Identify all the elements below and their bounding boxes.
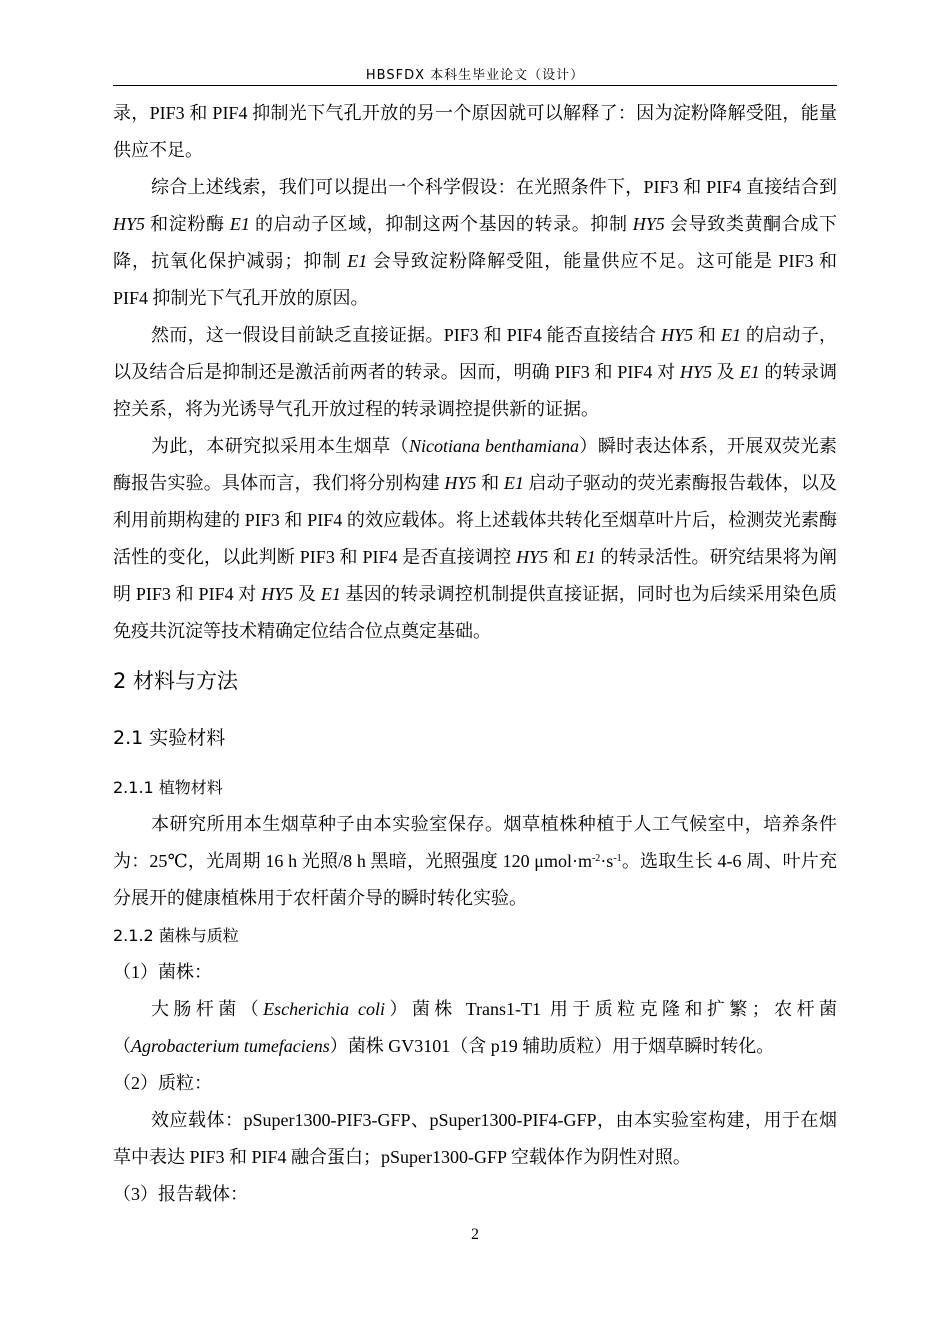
text-run: 。选取生长 4-6 周、叶片充分展开的健康植株用于农杆菌介导的瞬时转化实验。 (113, 851, 837, 908)
text-run: ）菌株 Trans1-T1 用于质粒克隆和扩繁；农杆菌（ (113, 999, 837, 1056)
text-run: ）瞬时表达体系，开展双荧光素酶报告实验。具体而言，我们将分别构建 (113, 436, 838, 493)
subsection-heading: 2.1 实验材料 (113, 727, 226, 749)
text-run: 及 (712, 362, 740, 382)
text-run: ·s (600, 851, 614, 871)
italic-term: HY5 (632, 214, 665, 234)
section-heading: 2 材料与方法 (113, 669, 239, 693)
text-run: ）菌株 GV3101（含 p19 辅助质粒）用于烟草瞬时转化。 (329, 1036, 775, 1056)
italic-term: HY5 (261, 584, 294, 604)
italic-term: HY5 (444, 473, 477, 493)
text-run: 和 (476, 473, 504, 493)
paragraph (113, 317, 837, 428)
paragraph (113, 806, 837, 917)
paragraph (113, 428, 837, 650)
text-run: 和淀粉酶 (145, 214, 230, 234)
list-label (113, 954, 837, 991)
text-run: 启动子驱动的荧光素酶报告载体，以及利用前期构建的 PIF3 和 PIF4 的效应载体。将上述载体共转化至烟草叶片后，检测荧光素酶活性的变化，以此判断 PIF3 和 PIF4 是否直接调控 (113, 473, 838, 567)
text-run: 效应载体：pSuper1300-PIF3-GFP、pSuper1300-PIF4-GFP，由本实验室构建，用于在烟草中表达 PIF3 和 PIF4 融合蛋白；pSuper1300-GFP 空载体作为阴性对照。 (113, 1110, 837, 1167)
italic-term: Agrobacterium tumefaciens (131, 1036, 330, 1056)
italic-term: E1 (575, 547, 596, 567)
italic-term: E1 (721, 325, 742, 345)
list-label (113, 1176, 837, 1213)
italic-term: HY5 (680, 362, 713, 382)
italic-term: E1 (229, 214, 250, 234)
header-rule (113, 85, 837, 86)
running-header: HBSFDX 本科生毕业论文（设计） (365, 68, 585, 83)
superscript: -1 (613, 853, 622, 864)
text-run: 的转录活性。研究结果将为阐明 PIF3 和 PIF4 对 (113, 547, 838, 604)
text-run: 大肠杆菌（ (151, 999, 264, 1019)
text-run: 的启动子区域，抑制这两个基因的转录。抑制 (249, 214, 633, 234)
paragraph (113, 169, 837, 317)
subsubsection-heading: 2.1.2 菌株与质粒 (113, 926, 239, 945)
text-run: 为此，本研究拟采用本生烟草（ (151, 436, 410, 456)
list-label (113, 1065, 837, 1102)
text-run: 的启动子，以及结合后是抑制还是激活前两者的转录。因而，明确 PIF3 和 PIF4 对 (113, 325, 838, 382)
italic-term: Nicotiana benthamiana (409, 436, 579, 456)
text-run: 的转录调控关系，将为光诱导气孔开放过程的转录调控提供新的证据。 (113, 362, 838, 419)
paragraph (113, 95, 837, 169)
text-run: 会导致淀粉降解受阻，能量供应不足。这可能是 PIF3 和 PIF4 抑制光下气孔开放的原因。 (113, 251, 838, 308)
text-run: 综合上述线索，我们可以提出一个科学假设：在光照条件下，PIF3 和 PIF4 直接结合到 (151, 177, 837, 197)
superscript: -2 (591, 853, 601, 864)
italic-term: Escherichia coli (263, 999, 386, 1019)
italic-term: HY5 (113, 214, 146, 234)
text-run: 和 (548, 547, 576, 567)
text-run: 和 (693, 325, 722, 345)
text-run: 本研究所用本生烟草种子由本实验室保存。烟草植株种植于人工气候室中，培养条件为：25℃，光周期 16 h 光照/8 h 黑暗，光照强度 120 μmol·m (113, 814, 837, 871)
text-run: （2）质粒： (113, 1073, 212, 1093)
text-run: 会导致类黄酮合成下降，抗氧化保护减弱；抑制 (113, 214, 838, 271)
page-body (113, 95, 837, 1213)
italic-term: HY5 (661, 325, 694, 345)
italic-term: E1 (503, 473, 524, 493)
italic-term: E1 (320, 584, 341, 604)
text-run: 然而，这一假设目前缺乏直接证据。PIF3 和 PIF4 能否直接结合 (151, 325, 662, 345)
text-run: （3）报告载体： (113, 1184, 248, 1204)
subsubsection-heading: 2.1.1 植物材料 (113, 778, 223, 797)
page-number: 2 (471, 1226, 479, 1243)
text-run: （1）菌株： (113, 962, 212, 982)
text-run: 及 (293, 584, 321, 604)
italic-term: E1 (347, 251, 368, 271)
italic-term: E1 (739, 362, 760, 382)
paragraph (113, 991, 837, 1065)
text-run: 录，PIF3 和 PIF4 抑制光下气孔开放的另一个原因就可以解释了：因为淀粉降解受阻，能量供应不足。 (113, 103, 837, 160)
italic-term: HY5 (516, 547, 549, 567)
text-run: 基因的转录调控机制提供直接证据，同时也为后续采用染色质免疫共沉淀等技术精确定位结合位点奠定基础。 (113, 584, 838, 641)
paragraph (113, 1102, 837, 1176)
